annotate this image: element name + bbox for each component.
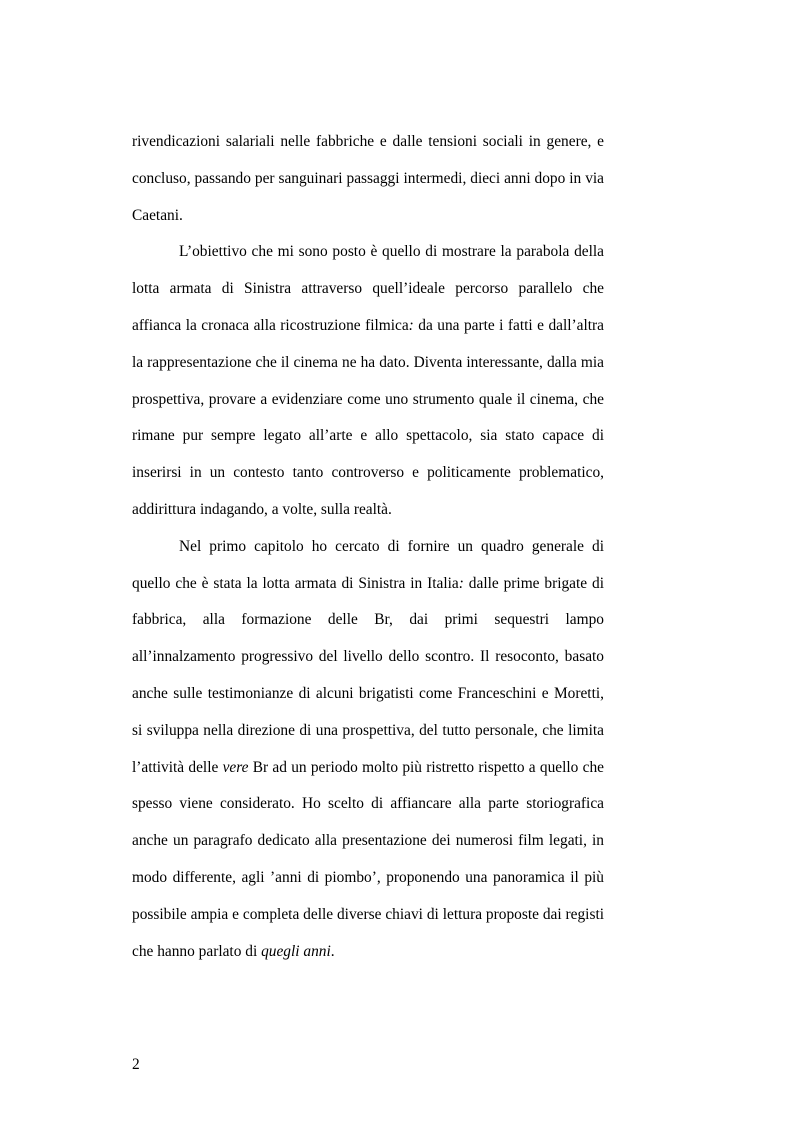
- page-number: 2: [132, 1056, 140, 1073]
- paragraph-1-text: rivendicazioni salariali nelle fabbriche e dalle tensioni sociali in genere, e concluso, passando per sanguinari passaggi intermedi, dieci anni dopo in via Caetani.: [132, 133, 604, 224]
- paragraph-3-text-c: Br ad un periodo molto più ristretto rispetto a quello che spesso viene considerato. Ho scelto di affiancare alla parte storiografica anche un paragrafo dedicato alla presentazione dei numerosi film legati, in modo differente, agli ’anni di piombo’, proponendo una panoramica il più possibile ampia e completa delle diverse chiavi di lettura proposte dai registi che hanno parlato di: [132, 758, 604, 960]
- paragraph-3-italic-colon: :: [458, 574, 464, 592]
- paragraph-2-italic-colon: :: [408, 316, 414, 334]
- paragraph-3-italic-quegli-anni: quegli anni: [261, 942, 331, 960]
- paragraph-2-text-b: da una parte i fatti e dall’altra la rappresentazione che il cinema ne ha dato. Diventa interessante, dalla mia prospettiva, provare a evidenziare come uno strumento quale il cinema, che rimane pur sempre legato all’arte e allo spettacolo, sia stato capace di inserirsi in un contesto tanto controverso e politicamente problematico, addirittura indagando, a volte, sulla realtà.: [132, 316, 604, 518]
- body-text: [132, 124, 604, 970]
- paragraph-3-text-a: Nel primo capitolo ho cercato di fornire un quadro generale di quello che è stata la lotta armata di Sinistra in Italia: [132, 537, 604, 592]
- paragraph-3-italic-vere: vere: [222, 758, 249, 776]
- paragraph-3-text-d: .: [330, 942, 335, 960]
- paragraph-1: [132, 124, 604, 234]
- paragraph-3-text-b: dalle prime brigate di fabbrica, alla formazione delle Br, dai primi sequestri lampo all’innalzamento progressivo del livello dello scontro. Il resoconto, basato anche sulle testimonianze di alcuni brigatisti come Franceschini e Moretti, si sviluppa nella direzione di una prospettiva, del tutto personale, che limita l’attività delle: [132, 574, 604, 776]
- paragraph-2-text-a: L’obiettivo che mi sono posto è quello di mostrare la parabola della lotta armata di Sinistra attraverso quell’ideale percorso parallelo che affianca la cronaca alla ricostruzione filmica: [132, 243, 604, 334]
- paragraph-3: [132, 529, 604, 971]
- paragraph-2: [132, 234, 604, 528]
